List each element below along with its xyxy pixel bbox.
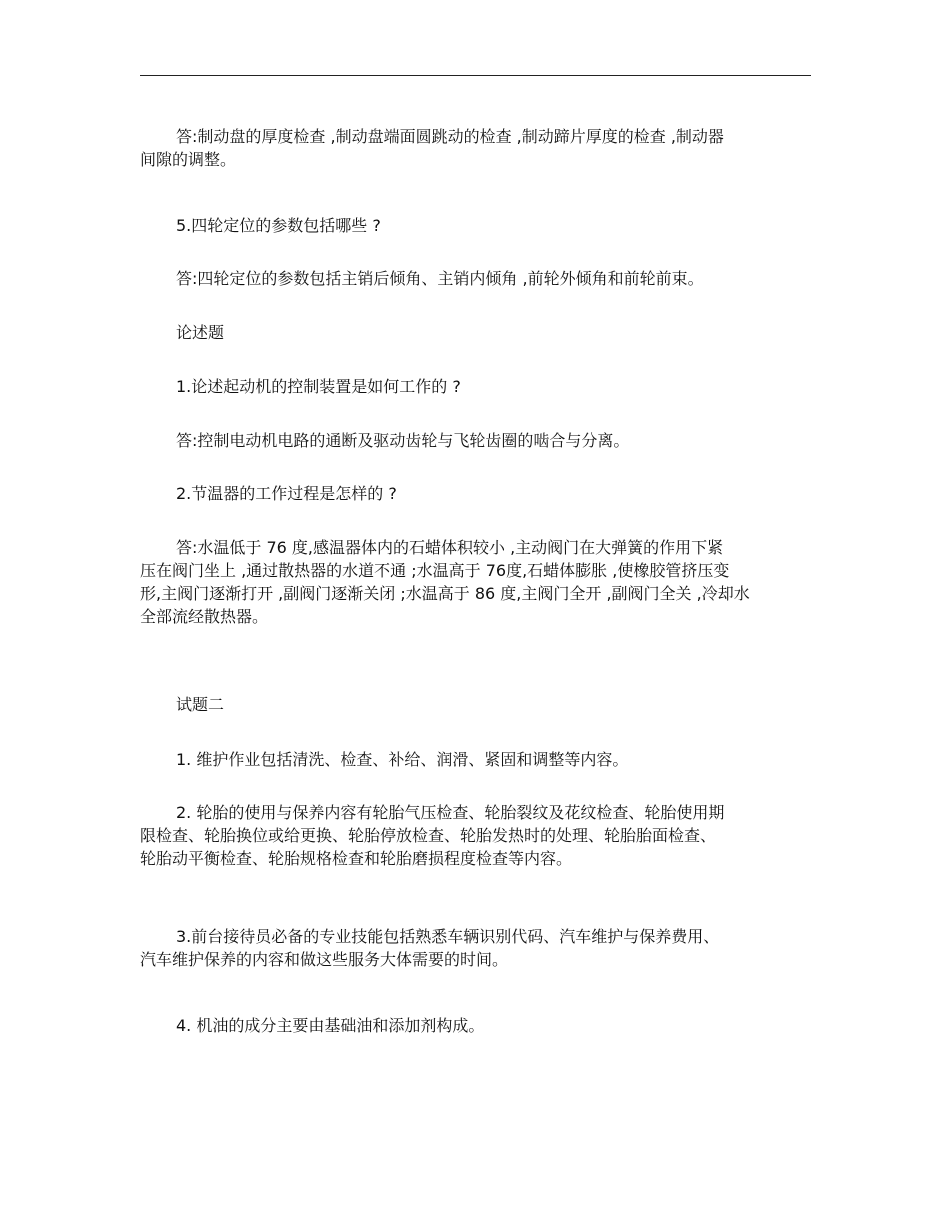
text-line: 试题二 (176, 695, 225, 714)
text-line: 5.四轮定位的参数包括哪些 ? (176, 216, 381, 235)
text-line: 3.前台接待员必备的专业技能包括熟悉车辆识别代码、汽车维护与保养费用、 (176, 927, 720, 946)
essay-answer-2 (140, 536, 811, 628)
text-line: 限检查、轮胎换位或给更换、轮胎停放检查、轮胎发热时的处理、轮胎胎面检查、 (140, 826, 717, 845)
text-line: 全部流经散热器。 (140, 607, 269, 626)
text-line: 答:水温低于 76 度,感温器体内的石蜡体积较小 ,主动阀门在大弹簧的作用下紧 (176, 538, 724, 557)
text-line: 2.节温器的工作过程是怎样的 ? (176, 484, 397, 503)
header-rule (140, 75, 811, 76)
section-heading-test-2 (140, 693, 811, 716)
text-line: 答:控制电动机电路的通断及驱动齿轮与飞轮齿圈的啮合与分离。 (176, 431, 630, 450)
text-line: 压在阀门坐上 ,通过散热器的水道不通 ;水温高于 76度,石蜡体膨胀 ,使橡胶管挤压变 (140, 561, 730, 580)
test2-item-1 (140, 748, 811, 771)
answer-brake-check (140, 125, 811, 171)
text-line: 形,主阀门逐渐打开 ,副阀门逐渐关闭 ;水温高于 86 度,主阀门全开 ,副阀门全关 ,冷却水 (140, 584, 750, 603)
text-line: 2. 轮胎的使用与保养内容有轮胎气压检查、轮胎裂纹及花纹检查、轮胎使用期 (176, 803, 725, 822)
essay-question-2 (140, 482, 811, 505)
text-line: 间隙的调整。 (140, 150, 237, 169)
test2-item-2 (140, 801, 811, 870)
answer-5 (140, 267, 811, 290)
text-line: 1. 维护作业包括清洗、检查、补给、润滑、紧固和调整等内容。 (176, 750, 629, 769)
text-line: 4. 机油的成分主要由基础油和添加剂构成。 (176, 1016, 485, 1035)
text-line: 1.论述起动机的控制装置是如何工作的 ? (176, 377, 461, 396)
essay-answer-1 (140, 429, 811, 452)
text-line: 汽车维护保养的内容和做这些服务大体需要的时间。 (140, 950, 509, 969)
text-line: 论述题 (176, 323, 225, 342)
section-heading-essay (140, 321, 811, 344)
test2-item-3 (140, 925, 811, 971)
text-line: 答:制动盘的厚度检查 ,制动盘端面圆跳动的检查 ,制动蹄片厚度的检查 ,制动器 (176, 127, 724, 146)
question-5 (140, 214, 811, 237)
essay-question-1 (140, 375, 811, 398)
text-line: 答:四轮定位的参数包括主销后倾角、主销内倾角 ,前轮外倾角和前轮前束。 (176, 269, 704, 288)
text-line: 轮胎动平衡检查、轮胎规格检查和轮胎磨损程度检查等内容。 (140, 849, 573, 868)
test2-item-4 (140, 1014, 811, 1037)
